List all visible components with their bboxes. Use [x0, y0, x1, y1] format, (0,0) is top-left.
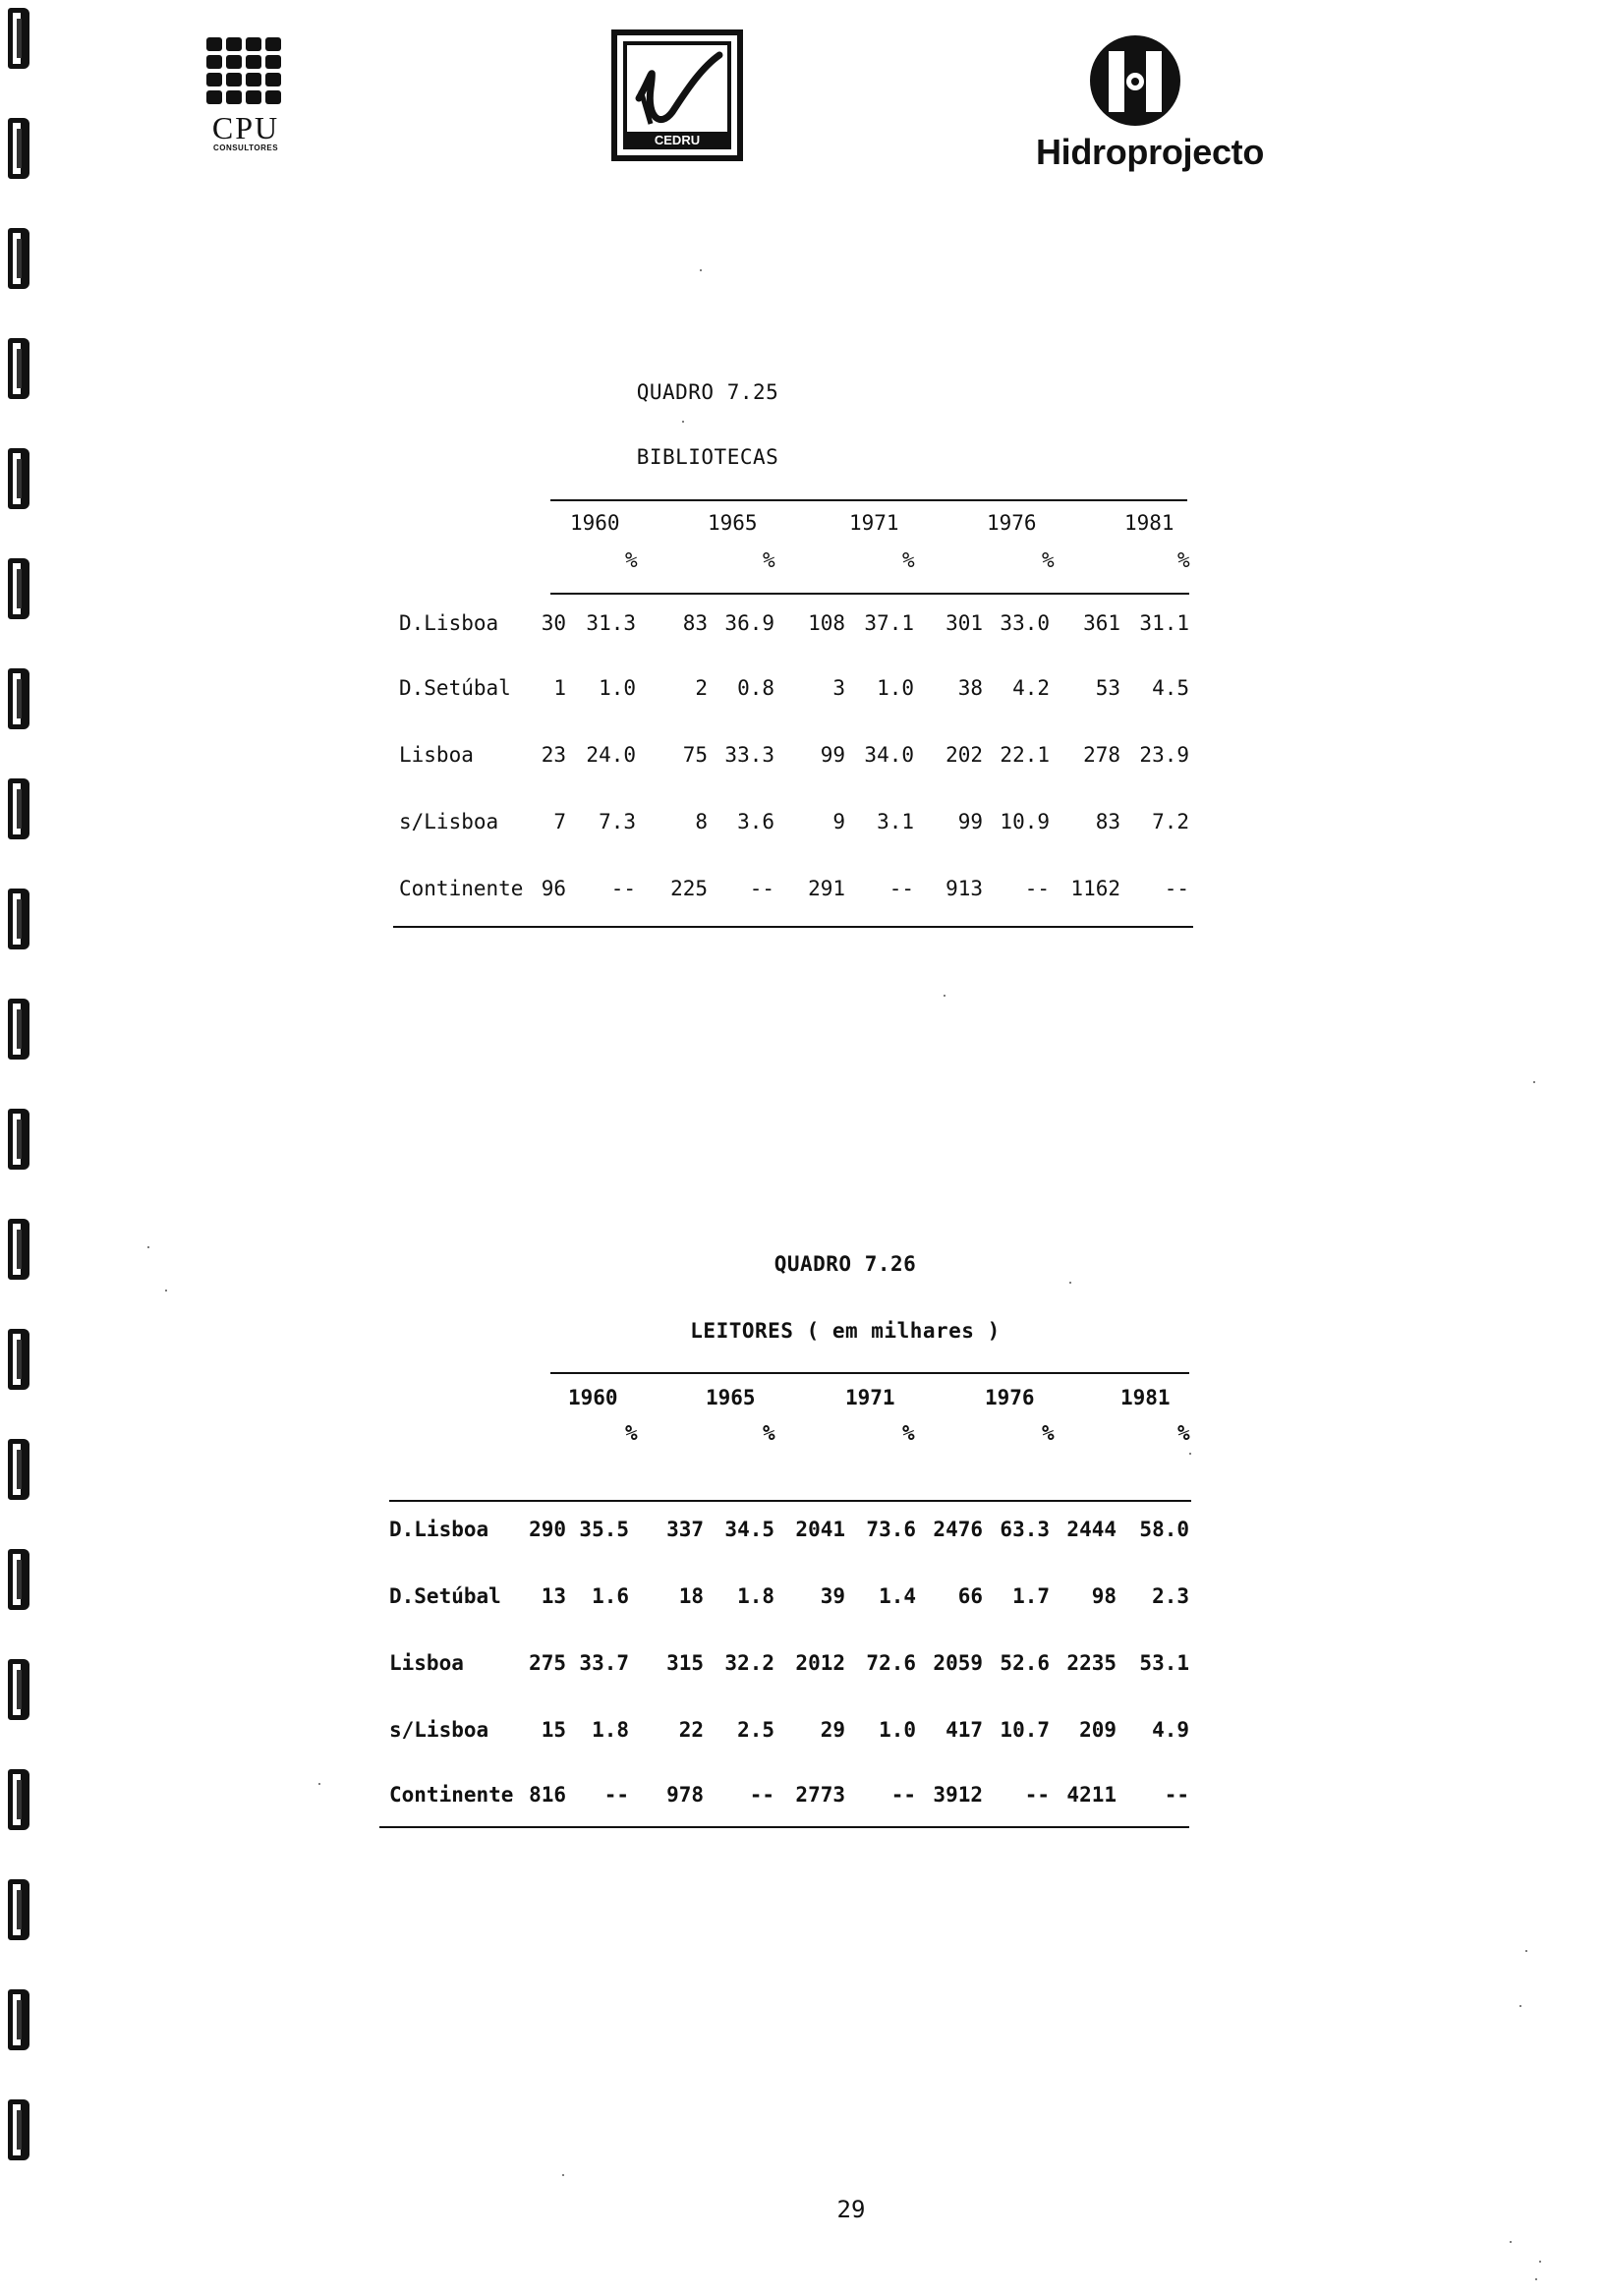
percent-cell: 32.2	[724, 1651, 774, 1675]
percent-cell: 3.6	[737, 810, 774, 833]
percent-header: %	[625, 548, 638, 572]
value-cell: 2041	[795, 1518, 845, 1541]
percent-cell: 7.3	[599, 810, 636, 833]
value-cell: 18	[678, 1584, 704, 1608]
table2-subtitle: LEITORES ( em milhares )	[690, 1319, 1001, 1343]
value-cell: 8	[695, 810, 708, 833]
percent-cell: 36.9	[724, 611, 774, 635]
percent-cell: 1.0	[877, 676, 914, 700]
percent-cell: 1.8	[737, 1584, 774, 1608]
hidroprojecto-logo	[1002, 35, 1297, 183]
percent-cell: 1.0	[599, 676, 636, 700]
table1-subtitle: BIBLIOTECAS	[636, 445, 779, 469]
value-cell: 816	[529, 1783, 566, 1807]
percent-header: %	[1042, 548, 1055, 572]
row-label: Lisboa	[389, 1651, 464, 1675]
percent-cell: 4.9	[1152, 1718, 1189, 1742]
table1-title: QUADRO 7.25	[636, 380, 779, 404]
value-cell: 361	[1083, 611, 1120, 635]
percent-cell: 24.0	[586, 743, 636, 767]
value-cell: 202	[945, 743, 983, 767]
value-cell: 2444	[1066, 1518, 1117, 1541]
value-cell: 3	[832, 676, 845, 700]
percent-cell: 0.8	[737, 676, 774, 700]
binding-ring	[8, 1219, 29, 1280]
scan-speck	[1535, 2278, 1537, 2280]
value-cell: 39	[820, 1584, 845, 1608]
value-cell: 225	[670, 877, 708, 900]
scan-speck	[1539, 2261, 1541, 2263]
value-cell: 3912	[933, 1783, 983, 1807]
percent-cell: --	[1024, 1783, 1050, 1807]
table2-header-rule	[389, 1500, 1191, 1502]
value-cell: 2012	[795, 1651, 845, 1675]
percent-cell: 58.0	[1139, 1518, 1189, 1541]
value-cell: 7	[553, 810, 566, 833]
table2-top-rule	[550, 1372, 1189, 1374]
percent-cell: 34.5	[724, 1518, 774, 1541]
binding-ring	[8, 1879, 29, 1940]
binding-ring	[8, 668, 29, 729]
percent-cell: 33.0	[1000, 611, 1050, 635]
page-number: 29	[836, 2196, 866, 2223]
value-cell: 9	[832, 810, 845, 833]
scan-speck	[562, 2174, 564, 2176]
value-cell: 38	[957, 676, 983, 700]
percent-cell: 2.5	[737, 1718, 774, 1742]
table1-header-rule	[550, 593, 1189, 595]
percent-cell: 22.1	[1000, 743, 1050, 767]
year-header: 1960	[568, 1386, 618, 1409]
year-header: 1981	[1124, 511, 1174, 535]
year-header: 1971	[845, 1386, 895, 1409]
value-cell: 337	[666, 1518, 704, 1541]
value-cell: 1	[553, 676, 566, 700]
binding-ring	[8, 1769, 29, 1830]
value-cell: 99	[957, 810, 983, 833]
table2-bottom-rule	[379, 1826, 1189, 1828]
percent-cell: 1.6	[592, 1584, 629, 1608]
value-cell: 96	[541, 877, 566, 900]
percent-cell: --	[749, 1783, 774, 1807]
value-cell: 4211	[1066, 1783, 1117, 1807]
value-cell: 29	[820, 1718, 845, 1742]
binding-ring	[8, 1549, 29, 1610]
percent-cell: 2.3	[1152, 1584, 1189, 1608]
binding-ring	[8, 338, 29, 399]
binding-ring	[8, 778, 29, 839]
cpu-logo	[197, 35, 295, 163]
binding-ring	[8, 1659, 29, 1720]
cpu-logo-text: CPU	[211, 110, 280, 145]
percent-cell: 33.7	[579, 1651, 629, 1675]
percent-cell: 33.3	[724, 743, 774, 767]
percent-cell: 73.6	[866, 1518, 916, 1541]
row-label: Continente	[399, 877, 524, 900]
percent-cell: --	[603, 1783, 629, 1807]
year-header: 1971	[849, 511, 899, 535]
value-cell: 417	[945, 1718, 983, 1742]
scan-speck	[318, 1783, 320, 1785]
row-label: D.Setúbal	[389, 1584, 501, 1608]
percent-cell: 1.7	[1012, 1584, 1050, 1608]
row-label: D.Lisboa	[389, 1518, 489, 1541]
value-cell: 13	[541, 1584, 566, 1608]
scan-speck	[1519, 2005, 1521, 2007]
binding-ring	[8, 889, 29, 949]
value-cell: 15	[541, 1718, 566, 1742]
year-header: 1960	[570, 511, 620, 535]
value-cell: 75	[682, 743, 708, 767]
hidroprojecto-emblem-icon	[1002, 35, 1297, 130]
value-cell: 30	[541, 611, 566, 635]
binding-ring	[8, 1329, 29, 1390]
percent-cell: 1.8	[592, 1718, 629, 1742]
table1-top-rule	[550, 499, 1187, 501]
value-cell: 301	[945, 611, 983, 635]
year-header: 1965	[708, 511, 758, 535]
percent-cell: --	[749, 877, 774, 900]
year-header: 1981	[1120, 1386, 1171, 1409]
percent-cell: --	[1024, 877, 1050, 900]
cpu-grid-icon	[197, 35, 295, 110]
percent-cell: 23.9	[1139, 743, 1189, 767]
scan-speck	[700, 269, 702, 271]
table2-title: QUADRO 7.26	[773, 1252, 917, 1276]
percent-header: %	[1042, 1421, 1055, 1445]
value-cell: 275	[529, 1651, 566, 1675]
value-cell: 278	[1083, 743, 1120, 767]
value-cell: 290	[529, 1518, 566, 1541]
hidroprojecto-logo-text: Hidroprojecto	[1035, 132, 1265, 172]
percent-header: %	[763, 548, 775, 572]
spiral-binding	[0, 0, 41, 2296]
percent-cell: 1.4	[879, 1584, 916, 1608]
percent-header: %	[902, 1421, 915, 1445]
binding-ring	[8, 118, 29, 179]
percent-cell: 52.6	[1000, 1651, 1050, 1675]
value-cell: 2235	[1066, 1651, 1117, 1675]
percent-header: %	[1177, 1421, 1190, 1445]
value-cell: 83	[1095, 810, 1120, 833]
value-cell: 2476	[933, 1518, 983, 1541]
value-cell: 209	[1079, 1718, 1117, 1742]
binding-ring	[8, 228, 29, 289]
value-cell: 913	[945, 877, 983, 900]
cpu-logo-subtext: CONSULTORES	[212, 144, 279, 152]
value-cell: 291	[808, 877, 845, 900]
scan-speck	[1189, 1453, 1191, 1455]
year-header: 1965	[706, 1386, 756, 1409]
percent-cell: 31.3	[586, 611, 636, 635]
scan-speck	[1069, 1282, 1071, 1284]
percent-cell: 10.7	[1000, 1718, 1050, 1742]
row-label: D.Lisboa	[399, 611, 499, 635]
percent-header: %	[902, 548, 915, 572]
percent-cell: 35.5	[579, 1518, 629, 1541]
scan-speck	[1525, 1950, 1527, 1952]
percent-cell: 4.5	[1152, 676, 1189, 700]
value-cell: 53	[1095, 676, 1120, 700]
row-label: s/Lisboa	[389, 1718, 489, 1742]
value-cell: 22	[678, 1718, 704, 1742]
percent-cell: 72.6	[866, 1651, 916, 1675]
row-label: s/Lisboa	[399, 810, 499, 833]
percent-cell: --	[1164, 877, 1189, 900]
value-cell: 66	[957, 1584, 983, 1608]
percent-cell: 37.1	[864, 611, 914, 635]
year-header: 1976	[985, 1386, 1035, 1409]
percent-cell: 7.2	[1152, 810, 1189, 833]
binding-ring	[8, 448, 29, 509]
cedru-logo-text: CEDRU	[654, 133, 701, 147]
percent-header: %	[1177, 548, 1190, 572]
percent-cell: --	[1164, 1783, 1189, 1807]
percent-cell: --	[888, 877, 914, 900]
percent-cell: 3.1	[877, 810, 914, 833]
value-cell: 99	[820, 743, 845, 767]
binding-ring	[8, 2099, 29, 2160]
value-cell: 978	[666, 1783, 704, 1807]
row-label: Lisboa	[399, 743, 474, 767]
percent-cell: 4.2	[1012, 676, 1050, 700]
scan-speck	[147, 1246, 149, 1248]
binding-ring	[8, 558, 29, 619]
percent-header: %	[763, 1421, 775, 1445]
percent-cell: 53.1	[1139, 1651, 1189, 1675]
row-label: D.Setúbal	[399, 676, 511, 700]
row-label: Continente	[389, 1783, 514, 1807]
binding-ring	[8, 1989, 29, 2050]
value-cell: 2773	[795, 1783, 845, 1807]
percent-cell: --	[610, 877, 636, 900]
scan-speck	[1510, 2241, 1512, 2243]
value-cell: 83	[682, 611, 708, 635]
percent-header: %	[625, 1421, 638, 1445]
percent-cell: 1.0	[879, 1718, 916, 1742]
scan-speck	[682, 421, 684, 423]
value-cell: 315	[666, 1651, 704, 1675]
binding-ring	[8, 1439, 29, 1500]
binding-ring	[8, 1109, 29, 1170]
scan-speck	[1533, 1081, 1535, 1083]
binding-ring	[8, 999, 29, 1060]
scan-speck	[165, 1290, 167, 1292]
percent-cell: --	[890, 1783, 916, 1807]
value-cell: 23	[541, 743, 566, 767]
cedru-logo	[611, 29, 743, 161]
value-cell: 2059	[933, 1651, 983, 1675]
table1-bottom-rule	[393, 926, 1193, 928]
value-cell: 108	[808, 611, 845, 635]
percent-cell: 10.9	[1000, 810, 1050, 833]
value-cell: 1162	[1070, 877, 1120, 900]
binding-ring	[8, 8, 29, 69]
year-header: 1976	[987, 511, 1037, 535]
percent-cell: 63.3	[1000, 1518, 1050, 1541]
percent-cell: 34.0	[864, 743, 914, 767]
value-cell: 98	[1091, 1584, 1117, 1608]
percent-cell: 31.1	[1139, 611, 1189, 635]
scan-speck	[944, 995, 945, 997]
value-cell: 2	[695, 676, 708, 700]
